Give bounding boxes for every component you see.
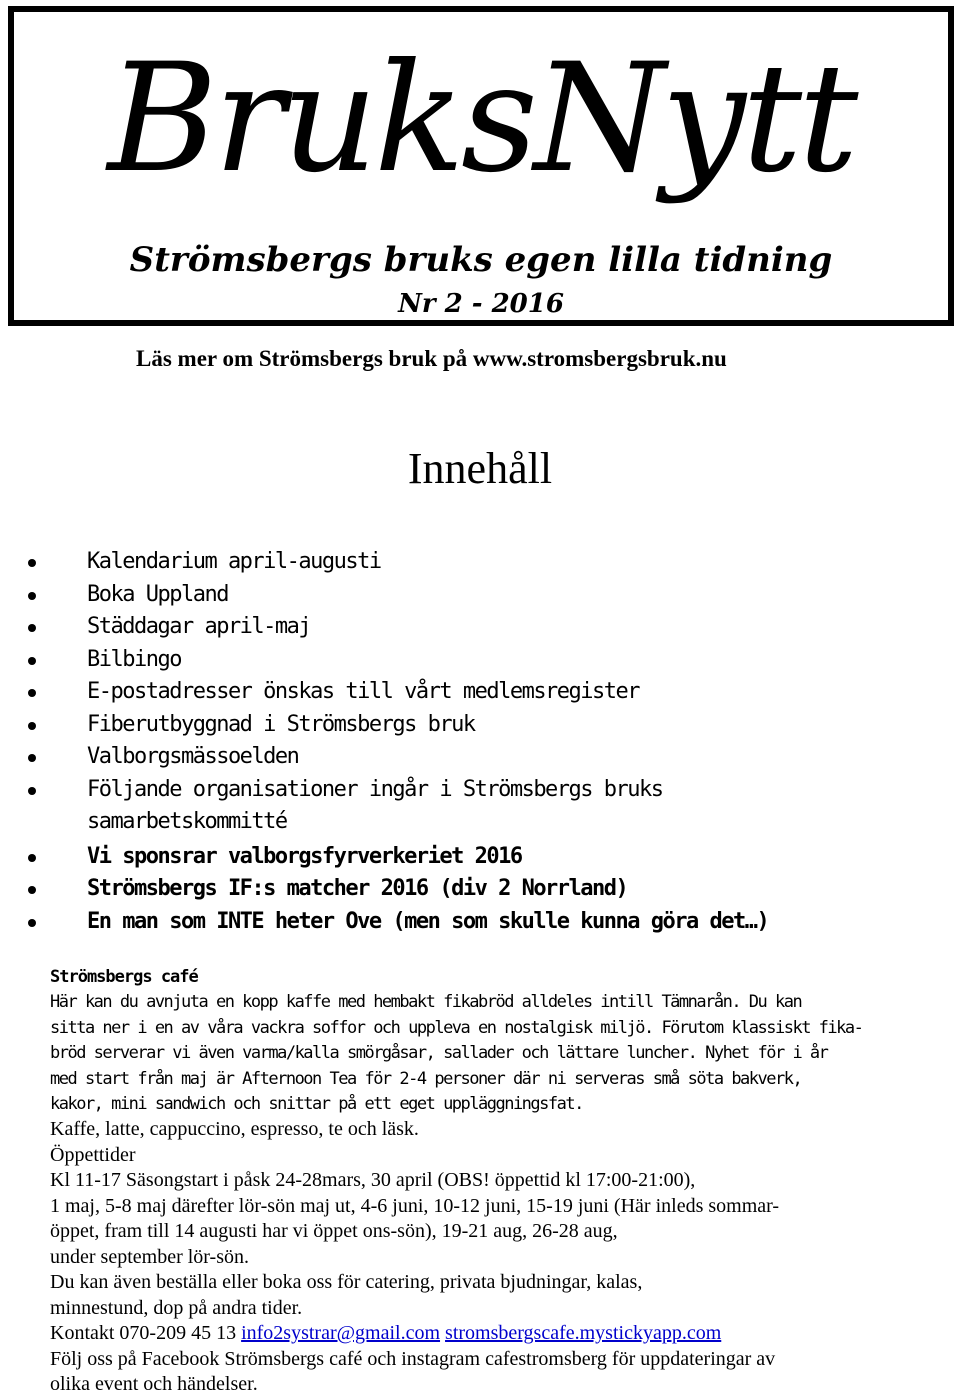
text-line: med start från maj är Afternoon Tea för 2-4 personer där ni serveras små söta bakverk,: [50, 1068, 802, 1089]
bullet-icon: [28, 559, 36, 567]
bullet-icon: [28, 754, 36, 762]
catering-line: Du kan även beställa eller boka oss för catering, privata bjudningar, kalas,: [50, 1271, 643, 1293]
cafe-heading: Strömsbergs café: [50, 967, 198, 987]
bullet-icon: [28, 592, 36, 600]
hours-line: under september lör-sön.: [50, 1245, 249, 1268]
toc-item-continuation: samarbetskommitté: [87, 809, 287, 834]
bullet-icon: [28, 919, 36, 927]
toc-heading: Innehåll: [407, 444, 553, 493]
cafe-details: [50, 1117, 940, 1398]
website-line: Läs mer om Strömsbergs bruk på www.stromsbergsbruk.nu: [136, 346, 727, 371]
contact-line: [50, 1321, 940, 1347]
bullet-icon: [28, 689, 36, 697]
toc-item: Bilbingo: [28, 644, 928, 677]
hours-line: Kl 11-17 Säsongstart i påsk 24-28mars, 30 april (OBS! öppettid kl 17:00-21:00),: [50, 1169, 696, 1191]
toc-list: [28, 546, 928, 938]
text-line: kakor, mini sandwich och snittar på ett eget uppläggningsfat.: [50, 1094, 583, 1114]
bullet-icon: [28, 722, 36, 730]
hours-label: Öppettider: [50, 1143, 136, 1166]
bullet-icon: [28, 787, 36, 795]
follow-line: olika event och händelser.: [50, 1373, 258, 1395]
toc-item: En man som INTE heter Ove (men som skulle kunna göra det…): [28, 906, 928, 939]
toc-item: Boka Uppland: [28, 579, 928, 612]
text-line: bröd serverar vi även varma/kalla smörgåsar, sallader och lättare luncher. Nyhet för i år: [50, 1043, 828, 1063]
toc-item: Följande organisationer ingår i Strömsbergs bruks: [28, 774, 928, 807]
drinks-line: Kaffe, latte, cappuccino, espresso, te och läsk.: [50, 1118, 419, 1140]
hours-line: 1 maj, 5-8 maj därefter lör-sön maj ut, 4-6 juni, 10-12 juni, 15-19 juni (Här inleds sommar-: [50, 1194, 780, 1217]
bullet-icon: [28, 624, 36, 632]
follow-line: Följ oss på Facebook Strömsbergs café och instagram cafestromsberg för uppdateringar av: [50, 1347, 776, 1370]
cafe-website-link[interactable]: stromsbergscafe.mystickyapp.com: [445, 1322, 722, 1344]
bullet-icon: [28, 854, 36, 862]
issue-number: Nr 2 - 2016: [398, 289, 564, 319]
email-link[interactable]: info2systrar@gmail.com: [241, 1322, 441, 1344]
toc-item: Valborgsmässoelden: [28, 741, 928, 774]
toc-item: E-postadresser önskas till vårt medlemsregister: [28, 676, 928, 709]
catering-line: minnestund, dop på andra tider.: [50, 1296, 303, 1319]
text-line: sitta ner i en av våra vackra soffor och uppleva en nostalgisk miljö. Förutom klassiskt fika-: [50, 1017, 863, 1038]
contact-phone: Kontakt 070-209 45 13: [50, 1322, 237, 1344]
cafe-description: [50, 990, 930, 1118]
masthead: [8, 6, 954, 326]
toc-item: Vi sponsrar valborgsfyrverkeriet 2016: [28, 841, 928, 874]
text-line: Här kan du avnjuta en kopp kaffe med hembakt fikabröd alldeles intill Tämnarån. Du kan: [50, 992, 802, 1012]
newsletter-subtitle: Strömsbergs bruks egen lilla tidning: [129, 240, 833, 280]
toc-item: Städdagar april-maj: [28, 611, 928, 644]
bullet-icon: [28, 886, 36, 894]
newsletter-title: BruksNytt: [107, 32, 855, 206]
hours-line: öppet, fram till 14 augusti har vi öppet ons-sön), 19-21 aug, 26-28 aug,: [50, 1220, 618, 1242]
bullet-icon: [28, 657, 36, 665]
toc-item: Fiberutbyggnad i Strömsbergs bruk: [28, 709, 928, 742]
toc-item: Kalendarium april-augusti: [28, 546, 928, 579]
toc-item: Strömsbergs IF:s matcher 2016 (div 2 Norrland): [28, 873, 928, 906]
